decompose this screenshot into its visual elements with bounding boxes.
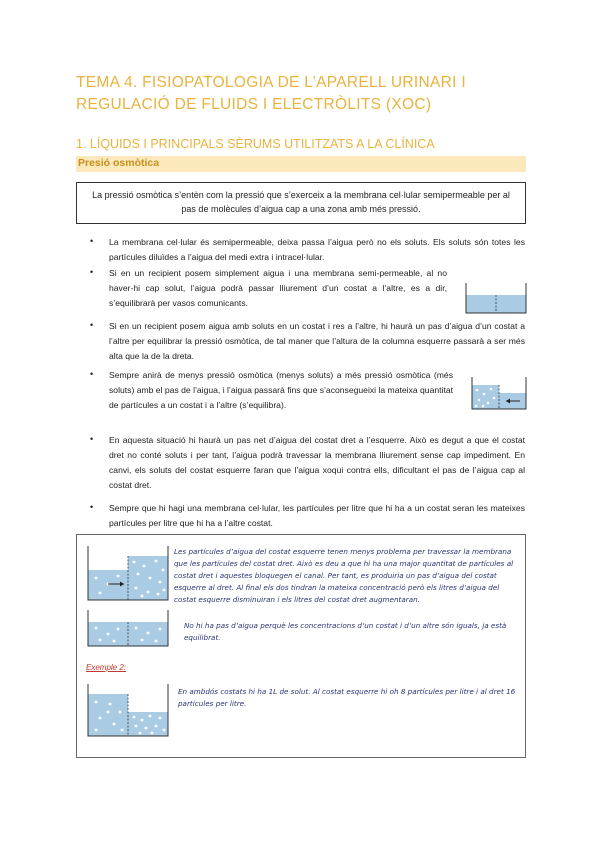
bullet-text-5: En aquesta situació hi haurà un pas net d’aigua del costat dret a l’esquerre. Això es degut a que el costat dret no conté soluts i per tant, l’aigua podrà travessar la membrana lliurement sense cap impediment. En canvi, els soluts del costat esquerre faran que l’aigua xoqui contra ells, dificultant el pas de l’aigua cap al costat dret. xyxy=(109,435,525,490)
example-2-note: En ambdós costats hi ha 1L de solut. Al costat esquerre hi oh 8 partícules per litre i al dret 16 partícules per litre. xyxy=(178,687,516,708)
example-1-diagram xyxy=(86,544,170,602)
bullet-text-2: Si en un recipient posem simplement aigua i una membrana semi-permeable, al no haver-hi cap solut, l’aigua podrà passar lliurement d’un costat a l’altre, es a dir, s’equilibrarà per vasos comunicants. xyxy=(109,268,447,308)
definition-box: La pressió osmòtica s’entèn com la pressió que s’exerceix a la membrana cel·lular semipermeable per al pas de molècules d’aigua cap a una zona amb més pressió. xyxy=(76,182,526,224)
bullet-marker: • xyxy=(90,267,94,277)
example-2-diagram xyxy=(86,682,170,738)
bullet-text-1: La membrana cel·lular és semipermeable, deixa passa l’aigua però no els soluts. Els soluts són totes les partícules diluïdes a l’aigua del medi extra i intracel·lular. xyxy=(109,237,525,262)
bullet-marker: • xyxy=(90,236,94,246)
water-right xyxy=(128,712,168,736)
equal-water-diagram xyxy=(464,281,528,315)
solute-arrow-diagram xyxy=(470,375,528,411)
bullet-marker: • xyxy=(90,502,94,512)
equilibrium-diagram xyxy=(86,608,170,648)
bullet-text-4: Sempre anirà de menys pressió osmòtica (menys soluts) a més pressió osmòtica (més soluts) amb el pas de l’aigua, i l’aigua passarà fins que s’aconsegueixi la mateixa quantitat de partícules a un costat i a l’altre (s’equilibra). xyxy=(109,370,453,410)
bullet-text-3: Si en un recipient posem aigua amb soluts en un costat i res a l’altre, hi haurà un pas d’aigua d’un costat a l’altre per equilibrar la pressió osmòtica, de tal maner que l’altura de la columna esquerre passarà a ser més alta que la de la dreta. xyxy=(109,321,525,361)
subsection-title: Presió osmòtica xyxy=(78,157,160,169)
document-title: TEMA 4. FISIOPATOLOGIA DE L’APARELL URINARI I REGULACIÓ DE FLUIDS I ELECTRÒLITS (XOC) xyxy=(76,74,466,113)
bullet-marker: • xyxy=(90,434,94,444)
example-2-label: Exemple 2: xyxy=(86,663,127,672)
section-title: 1. LÍQUIDS I PRINCIPALS SÈRUMS UTILITZATS A LA CLÍNICA xyxy=(76,137,435,151)
bullet-marker: • xyxy=(90,369,94,379)
bullet-marker: • xyxy=(90,320,94,330)
bullet-text-6: Sempre que hi hagi una membrana cel·lular, les partícules per litre que hi ha a un costat seran les mateixes partícules per litre que hi ha a l’altre costat. xyxy=(109,503,525,528)
example-1-note: Les partícules d’aigua del costat esquerre tenen menys problema per travessar la membrana que les partícules del costat dret. Això es deu a que hi ha una major quantitat de partícules al costat dret i aquestes bloquegen el canal. Per tant, es produiria un pas d’aigua del costat esquerre al dret. Al final els dos tindran la mateixa concentració però els litres d’aigua del costat esquerre disminuiran i els litres del costat dret augmentaran. xyxy=(174,547,514,604)
equilibrium-note: No hi ha pas d’aigua perquè les concentracions d’un costat i d’un altre són iguals, ja està equilibrat. xyxy=(184,621,507,642)
